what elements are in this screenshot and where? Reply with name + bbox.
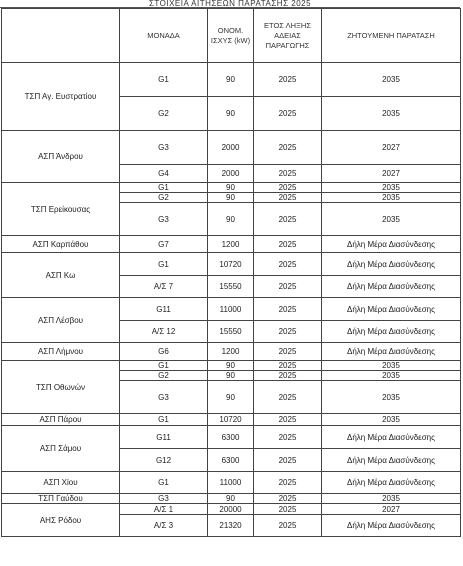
expiry-year-cell: 2025 (254, 426, 322, 449)
expiry-year-cell: 2025 (254, 504, 322, 515)
power-cell: 10720 (208, 414, 254, 426)
unit-cell: G3 (120, 494, 208, 504)
table-title: ΣΤΟΙΧΕΙΑ ΑΙΤΗΣΕΩΝ ΠΑΡΑΤΑΣΗΣ 2025 (0, 0, 460, 8)
unit-cell: G11 (120, 426, 208, 449)
table-row (2, 494, 461, 504)
table-body (2, 63, 461, 537)
station-name-cell: ΑΣΠ Πάρου (2, 414, 120, 426)
power-cell: 90 (208, 193, 254, 203)
extension-cell: Δήλη Μέρα Διασύνδεσης (322, 321, 461, 343)
unit-cell: G12 (120, 449, 208, 472)
station-name-cell: ΑΣΠ Κω (2, 253, 120, 298)
power-cell: 15550 (208, 276, 254, 298)
station-name-cell: ΤΣΠ Ερείκουσας (2, 183, 120, 236)
station-name-cell: ΑΣΠ Καρπάθου (2, 236, 120, 253)
table-row (2, 361, 461, 371)
station-name-cell: ΑΣΠ Σάμου (2, 426, 120, 472)
expiry-year-cell: 2025 (254, 414, 322, 426)
extension-cell: 2035 (322, 381, 461, 414)
extension-cell: Δήλη Μέρα Διασύνδεσης (322, 515, 461, 537)
station-name-cell: ΑΣΠ Άνδρου (2, 131, 120, 183)
unit-cell: G4 (120, 165, 208, 183)
unit-cell: G3 (120, 203, 208, 236)
extension-cell: Δήλη Μέρα Διασύνδεσης (322, 343, 461, 361)
power-cell: 90 (208, 361, 254, 371)
extension-cell: Δήλη Μέρα Διασύνδεσης (322, 449, 461, 472)
extension-cell: Δήλη Μέρα Διασύνδεσης (322, 236, 461, 253)
extension-cell: Δήλη Μέρα Διασύνδεσης (322, 426, 461, 449)
extension-cell: Δήλη Μέρα Διασύνδεσης (322, 276, 461, 298)
unit-cell: G1 (120, 183, 208, 193)
power-cell: 2000 (208, 131, 254, 165)
expiry-year-cell: 2025 (254, 371, 322, 381)
table-row (2, 131, 461, 165)
expiry-year-cell: 2025 (254, 165, 322, 183)
power-cell: 90 (208, 381, 254, 414)
unit-cell: Α/Σ 1 (120, 504, 208, 515)
unit-cell: G3 (120, 131, 208, 165)
power-cell: 10720 (208, 253, 254, 276)
unit-cell: G1 (120, 361, 208, 371)
power-cell: 90 (208, 203, 254, 236)
extension-cell: 2035 (322, 361, 461, 371)
expiry-year-cell: 2025 (254, 515, 322, 537)
unit-cell: Α/Σ 7 (120, 276, 208, 298)
station-name-cell: ΑΣΠ Χίου (2, 472, 120, 494)
expiry-year-cell: 2025 (254, 131, 322, 165)
unit-cell: Α/Σ 3 (120, 515, 208, 537)
unit-cell: G3 (120, 381, 208, 414)
unit-cell: G11 (120, 298, 208, 321)
power-cell: 2000 (208, 165, 254, 183)
table-row (2, 183, 461, 193)
extension-cell: 2027 (322, 131, 461, 165)
table-row (2, 504, 461, 515)
power-cell: 20000 (208, 504, 254, 515)
power-cell: 21320 (208, 515, 254, 537)
power-cell: 90 (208, 371, 254, 381)
table-row (2, 426, 461, 449)
extension-cell: 2035 (322, 97, 461, 131)
extension-cell: Δήλη Μέρα Διασύνδεσης (322, 472, 461, 494)
table-row (2, 236, 461, 253)
station-name-cell: ΤΣΠ Γαύδου (2, 494, 120, 504)
power-cell: 1200 (208, 236, 254, 253)
expiry-year-cell: 2025 (254, 97, 322, 131)
extension-requests-table (1, 8, 461, 537)
power-cell: 6300 (208, 449, 254, 472)
extension-cell: 2027 (322, 504, 461, 515)
power-cell: 90 (208, 63, 254, 97)
station-name-cell: ΑΗΣ Ρόδου (2, 504, 120, 537)
station-name-cell: ΑΣΠ Λέσβου (2, 298, 120, 343)
expiry-year-cell: 2025 (254, 253, 322, 276)
unit-cell: G1 (120, 414, 208, 426)
extension-cell: 2035 (322, 203, 461, 236)
unit-cell: G6 (120, 343, 208, 361)
header-row (2, 9, 461, 63)
extension-cell: 2035 (322, 63, 461, 97)
expiry-year-cell: 2025 (254, 63, 322, 97)
expiry-year-cell: 2025 (254, 193, 322, 203)
table-row (2, 472, 461, 494)
station-name-cell: ΤΣΠ Αγ. Ευστρατίου (2, 63, 120, 131)
extension-cell: 2027 (322, 165, 461, 183)
power-cell: 90 (208, 494, 254, 504)
header-expiry-year: ΕΤΟΣ ΛΗΞΗΣ ΑΔΕΙΑΣ ΠΑΡΑΓΩΓΗΣ (254, 9, 322, 63)
header-power: ΟΝΟΜ. ΙΣΧΥΣ (kW) (208, 9, 254, 63)
unit-cell: Α/Σ 12 (120, 321, 208, 343)
expiry-year-cell: 2025 (254, 203, 322, 236)
unit-cell: G2 (120, 97, 208, 131)
header-unit: ΜΟΝΑΔΑ (120, 9, 208, 63)
extension-cell: Δήλη Μέρα Διασύνδεσης (322, 298, 461, 321)
table-row (2, 298, 461, 321)
unit-cell: G1 (120, 472, 208, 494)
header-station (2, 9, 120, 63)
station-name-cell: ΑΣΠ Λήμνου (2, 343, 120, 361)
extension-cell: 2035 (322, 183, 461, 193)
expiry-year-cell: 2025 (254, 236, 322, 253)
power-cell: 11000 (208, 298, 254, 321)
expiry-year-cell: 2025 (254, 494, 322, 504)
table-row (2, 343, 461, 361)
power-cell: 1200 (208, 343, 254, 361)
expiry-year-cell: 2025 (254, 298, 322, 321)
station-name-cell: ΤΣΠ Οθωνών (2, 361, 120, 414)
power-cell: 15550 (208, 321, 254, 343)
expiry-year-cell: 2025 (254, 343, 322, 361)
unit-cell: G7 (120, 236, 208, 253)
expiry-year-cell: 2025 (254, 381, 322, 414)
expiry-year-cell: 2025 (254, 361, 322, 371)
power-cell: 11000 (208, 472, 254, 494)
expiry-year-cell: 2025 (254, 321, 322, 343)
expiry-year-cell: 2025 (254, 449, 322, 472)
power-cell: 90 (208, 183, 254, 193)
expiry-year-cell: 2025 (254, 183, 322, 193)
extension-cell: 2035 (322, 193, 461, 203)
power-cell: 6300 (208, 426, 254, 449)
extension-cell: 2035 (322, 494, 461, 504)
extension-cell: 2035 (322, 371, 461, 381)
unit-cell: G1 (120, 253, 208, 276)
table-row (2, 63, 461, 97)
unit-cell: G2 (120, 371, 208, 381)
table-row (2, 414, 461, 426)
expiry-year-cell: 2025 (254, 472, 322, 494)
table-row (2, 253, 461, 276)
unit-cell: G1 (120, 63, 208, 97)
header-requested-extension: ΖΗΤΟΥΜΕΝΗ ΠΑΡΑΤΑΣΗ (322, 9, 461, 63)
unit-cell: G2 (120, 193, 208, 203)
extension-cell: Δήλη Μέρα Διασύνδεσης (322, 253, 461, 276)
expiry-year-cell: 2025 (254, 276, 322, 298)
power-cell: 90 (208, 97, 254, 131)
extension-cell: 2035 (322, 414, 461, 426)
